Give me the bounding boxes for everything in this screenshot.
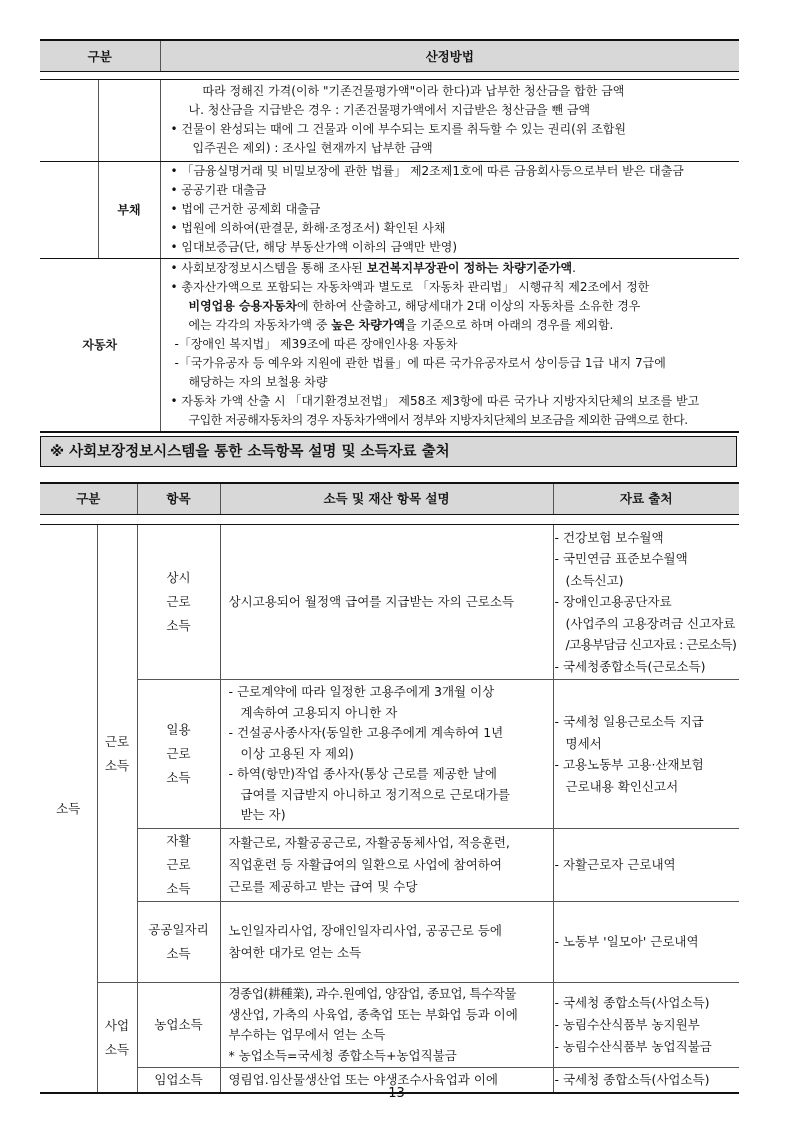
car-description: • 사회보장정보시스템을 통해 조사된 보건복지부장관이 정하는 차량기준가액. • 총자산가액으로 포함되는 자동차액과 별도로 「자동차 관리법」 시행규칙 제2조에서 정한 비영업용 승용자동차에 한하여 산출하고, 해당세대가 2대 이상의 자동차를 소유한 경우 에는 각각의 자동차가액 중 높은 차량가액을 기준으로 하며 아래의 경우를 제외함. -「장애인 복지법」 제39조에 따른 장애인사용 자동차 -「국가유공자 등 예우와 지원에 관한 법률」에 따른 국가유공자로서 상이등급 1급 내지 7급에 해당하는 자의 보철용 차량 • 자동차 가액 산출 시 「대기환경보전법」 제58조 제3항에 따른 국가나 지방자치단체의 보조를 받고 구입한 저공해자동차의 경우 자동차가액에서 정부와 지방자치단체의 보조금을 제외한 금액으로 한다. xyxy=(160,259,739,433)
source-cell: - 자활근로자 근로내역 xyxy=(553,829,739,902)
item-self-support-work: 자활 근로 소득 xyxy=(137,829,220,902)
header-item: 항목 xyxy=(137,483,220,515)
description-cell: 영림업.임산물생산업 또는 야생조수사육업과 이에 xyxy=(220,1068,553,1094)
car-label: 자동차 xyxy=(40,259,160,433)
section-banner: ※ 사회보장정보시스템을 통한 소득항목 설명 및 소득자료 출처 xyxy=(40,436,737,467)
item-forestry: 임업소득 xyxy=(137,1068,220,1094)
table-row xyxy=(40,680,739,829)
source-cell: - 국세청 종합소득(사업소득) - 농림수산식품부 농지원부 - 농림수산식품부 농업직불금 xyxy=(553,983,739,1068)
table-row xyxy=(40,983,739,1068)
category-income: 소득 xyxy=(40,525,97,1094)
header-category: 구분 xyxy=(40,483,137,515)
source-cell: - 국세청 일용근로소득 지급 명세서 - 고용노동부 고용·산재보험 근로내용 확인신고서 xyxy=(553,680,739,829)
description-cell: - 근로계약에 따라 일정한 고용주에게 3개월 이상 계속하여 고용되지 아니한 자 - 건설공사종사자(동일한 고용주에게 계속하여 1년 이상 고용된 자 제외) - 하역(항만)작업 종사자(통상 근로를 제공한 날에 급여를 지급받지 아니하고 정기적으로 근로대가를 받는 자) xyxy=(220,680,553,829)
calculation-method-table xyxy=(40,39,739,433)
item-public-job: 공공일자리 소득 xyxy=(137,902,220,983)
continued-text: 따라 정해진 가격(이하 "기존건물평가액"이라 한다)과 납부한 청산금을 합한 금액 나. 청산금을 지급받은 경우 : 기존건물평가액에서 지급받은 청산금을 뺀 금액 • 건물이 완성되는 때에 그 건물과 이에 부수되는 토지를 취득할 수 있는 권리(위 조합원 입주권은 제외) : 조사일 현재까지 납부한 금액 xyxy=(160,80,739,162)
debt-label: 부채 xyxy=(98,162,160,259)
source-cell: - 건강보험 보수월액 - 국민연금 표준보수월액 (소득신고) - 장애인고용공단자료 (사업주의 고용장려금 신고자료 /고용부담금 신고자료 : 근로소득) - 국세청종합소득(근로소득) xyxy=(553,525,739,680)
table-row xyxy=(40,525,739,680)
page-number: - 13 - xyxy=(379,1086,414,1101)
table-row xyxy=(40,80,739,162)
sub-category-business-income: 사업 소득 xyxy=(97,983,137,1094)
table-row xyxy=(40,259,739,433)
debt-description: • 「금융실명거래 및 비밀보장에 관한 법률」 제2조제1호에 따른 금융회사등으로부터 받은 대출금 • 공공기관 대출금 • 법에 근거한 공제회 대출금 • 법원에 의하여(판결문, 화해·조정조서) 확인된 사채 • 임대보증금(단, 해당 부동산가액 이하의 금액만 반영) xyxy=(160,162,739,259)
description-cell: 상시고용되어 월정액 급여를 지급받는 자의 근로소득 xyxy=(220,525,553,680)
item-regular-work: 상시 근로 소득 xyxy=(137,525,220,680)
item-agriculture: 농업소득 xyxy=(137,983,220,1068)
header-method: 산정방법 xyxy=(160,40,739,72)
source-cell: - 노동부 '일모아' 근로내역 xyxy=(553,902,739,983)
table-row xyxy=(40,162,739,259)
income-items-table xyxy=(40,482,739,1094)
description-cell: 노인일자리사업, 장애인일자리사업, 공공근로 등에 참여한 대가로 얻는 소득 xyxy=(220,902,553,983)
header-category: 구분 xyxy=(40,40,160,72)
description-cell: 경종업(耕種業), 과수.원예업, 양잠업, 종묘업, 특수작물 생산업, 가축의 사육업, 종축업 또는 부화업 등과 이에 부수하는 업무에서 얻는 소득 * 농업소득=국세청 종합소득+농업직불금 xyxy=(220,983,553,1068)
sub-category-work-income: 근로 소득 xyxy=(97,525,137,983)
table-row xyxy=(40,902,739,983)
source-cell: - 국세청 종합소득(사업소득) xyxy=(553,1068,739,1094)
header-description: 소득 및 재산 항목 설명 xyxy=(220,483,553,515)
description-cell: 자활근로, 자활공공근로, 자활공동체사업, 적응훈련, 직업훈련 등 자활급여의 일환으로 사업에 참여하여 근로를 제공하고 받는 급여 및 수당 xyxy=(220,829,553,902)
header-source: 자료 출처 xyxy=(553,483,739,515)
table-row xyxy=(40,829,739,902)
item-daily-work: 일용 근로 소득 xyxy=(137,680,220,829)
